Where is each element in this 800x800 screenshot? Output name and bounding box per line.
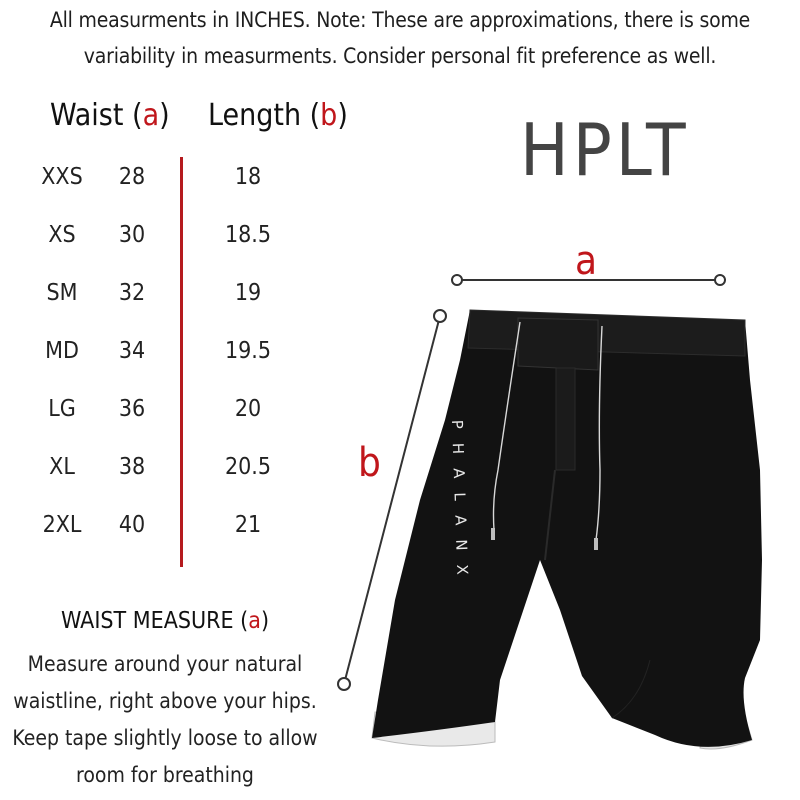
- waist-value: 36: [118, 396, 146, 422]
- length-header-label: Length: [208, 98, 302, 133]
- size-label: MD: [45, 338, 79, 364]
- waist-header-label: Waist: [50, 98, 124, 133]
- length-value: 19: [234, 280, 262, 306]
- length-value: 20: [234, 396, 262, 422]
- size-label: SM: [46, 280, 78, 306]
- waist-measure-instructions: [0, 646, 330, 794]
- length-value: 19.5: [224, 338, 272, 364]
- shorts-image: [372, 310, 762, 749]
- waist-value: 28: [118, 164, 146, 190]
- label-a: a: [575, 238, 598, 284]
- waist-measure-title: WAIST MEASURE (a): [60, 608, 270, 634]
- length-header-letter: (b): [309, 98, 348, 133]
- waist-value: 32: [118, 280, 146, 306]
- length-value: 20.5: [224, 454, 272, 480]
- waist-value: 40: [118, 512, 146, 538]
- size-label: XS: [48, 222, 76, 248]
- note-line-2: variability in measurments. Consider personal fit preference as well.: [83, 44, 717, 68]
- label-b: b: [358, 440, 381, 486]
- size-label: LG: [48, 396, 76, 422]
- size-label: XL: [49, 454, 75, 480]
- waist-value: 38: [118, 454, 146, 480]
- length-value: 18.5: [224, 222, 272, 248]
- brand-logo: HPLT: [520, 108, 690, 192]
- length-value: 18: [234, 164, 262, 190]
- instruction-line: Measure around your natural: [27, 652, 303, 676]
- instruction-line: Keep tape slightly loose to allow: [12, 726, 318, 750]
- shorts-brand-text: PHALANX: [448, 419, 472, 590]
- instruction-line: waistline, right above your hips.: [13, 689, 317, 713]
- note-line-1: All measurments in INCHES. Note: These are approximations, there is some: [49, 8, 751, 32]
- length-value: 21: [234, 512, 262, 538]
- waist-value: 34: [118, 338, 146, 364]
- waist-value: 30: [118, 222, 146, 248]
- size-label: 2XL: [42, 512, 82, 538]
- waist-header-letter: (a): [132, 98, 170, 133]
- instruction-line: room for breathing: [76, 763, 254, 787]
- size-label: XXS: [41, 164, 83, 190]
